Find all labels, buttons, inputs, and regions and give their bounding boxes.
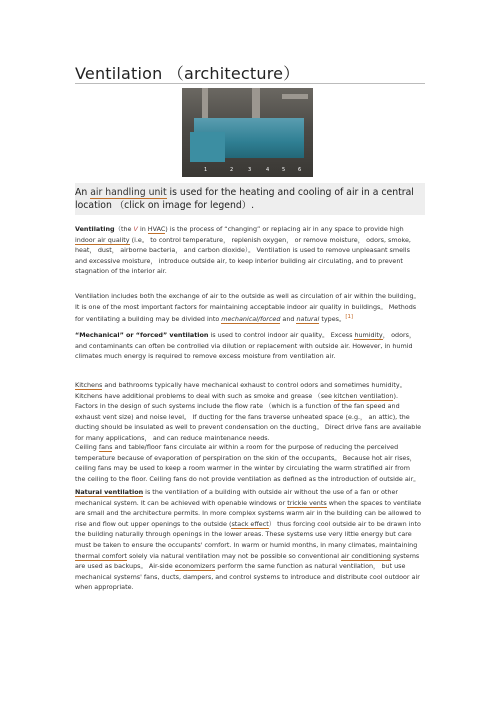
page-title: Ventilation （architecture） [75, 64, 300, 83]
text: when the spaces to ventilate are small and the architecture permits. In more complex systems warm air in the building can be allowed to rise and flow out upper openings to the outside ( [75, 498, 422, 528]
bold-term: “Mechanical” or “forced” ventilation [75, 331, 209, 339]
text: in [137, 225, 148, 233]
paragraph-ventilating [75, 224, 422, 277]
text: and table/floor fans circulate air within a room for the purpose of reducing the perceived temperature because of evaporation of perspiration on the skin of the occupants。 Because hot air rises， ceiling fans may be used to keep a room warmer in the winter by circulating the warm stratified air from the ceiling to the floor. Ceiling fans do not provide ventilation as defined as the introduction of outside air。 [75, 443, 420, 483]
text: ). Factors in the design of such systems include the flow rate （which is a function of the fan speed and exhaust vent size) and noise level。 If ducting for the fans traverse unheated space (e.g.， an attic), the ducting should be insulated as well to prevent condensation on the ducting。 Direct drive fans are available for many applications， and can reduce maintenance needs. [75, 391, 422, 442]
title-divider [75, 83, 425, 84]
text: Ventilation includes both the exchange of air to the outside as well as circulation of air within the building。 It is one of the most important factors for maintaining acceptable indoor air quality in buildings。 Methods for ventilating a building may be divided into [75, 292, 420, 324]
link-kitchens[interactable]: Kitchens [75, 381, 103, 389]
duct-pipe [252, 88, 260, 120]
image-caption [75, 183, 425, 215]
link-indoor-air-quality[interactable]: indoor air quality [75, 235, 130, 244]
text: perform the same function as natural ventilation， but use mechanical systems' fans, ducts, dampers, and control systems to introduce and distribute cool outdoor air when appropriate. [75, 562, 420, 592]
duct-pipe [282, 94, 308, 99]
text: ) is the process of “changing” or replacing air in any space to provide high [165, 225, 404, 233]
text: and [280, 315, 297, 324]
text: types。 [319, 315, 346, 324]
legend-number: 5 [282, 167, 286, 173]
legend-number: 3 [248, 167, 252, 173]
text: is used to control indoor air quality。 Excess [208, 331, 355, 339]
air-handling-unit-image[interactable] [182, 88, 313, 177]
text: and bathrooms typically have mechanical exhaust to control odors and sometimes humidity。 Kitchens have additional problems to deal with such as smoke and grease （see [75, 381, 407, 400]
reference-link[interactable]: [1] [345, 314, 353, 321]
duct-pipe [202, 88, 208, 120]
paragraph-kitchens [75, 380, 422, 444]
italic-term: natural [296, 315, 320, 324]
text: （the [114, 225, 134, 233]
link-hvac[interactable]: HVAC [147, 225, 166, 233]
text: solely via natural ventilation may not be possible so conventional [126, 551, 342, 560]
text: (i.e。 to control temperature， replenish oxygen， or remove moisture， odors, smoke, heat， dust， airborne bacteria， and carbon dioxide）。 Ventilation is used to remove unpleasant smells and excessive moisture， introduce outside air, to keep interior building air circulating, and to prevent stagnation of the interior air. [75, 235, 411, 276]
air-handler-front [190, 132, 225, 162]
link-air-conditioning[interactable]: air conditioning [341, 551, 391, 560]
legend-number: 2 [230, 167, 234, 173]
link-air-handling-unit[interactable]: air handling unit [90, 187, 167, 198]
caption-text: An [75, 187, 91, 198]
link-kitchen-ventilation[interactable]: kitchen ventilation [333, 391, 394, 400]
text: ， odors， and contaminants can often be controlled via dilution or replacement with outside air. However, in humid climates much energy is required to remove excess moisture from ventilation air. [75, 331, 416, 361]
paragraph-natural-ventilation [75, 487, 422, 593]
paragraph-mechanical [75, 330, 422, 362]
legend-number: 4 [266, 167, 270, 173]
text: is the ventilation of a building with outside air without the use of a fan or other mechanical system. It can be achieved with openable windows or [75, 488, 399, 507]
link-fans[interactable]: fans [98, 443, 113, 451]
caption-text: is used for the heating and cooling of air in a central location （click on image for legend）. [75, 187, 414, 211]
text: systems are used as backups。 Air-side [75, 551, 420, 571]
paragraph-ceiling-fans [75, 442, 422, 484]
legend-number: 6 [298, 167, 302, 173]
italic-term: V [133, 225, 138, 233]
text: Ceiling [75, 443, 99, 451]
bold-term: Ventilating [75, 225, 115, 233]
italic-term: mechanical/forced [221, 315, 281, 324]
text: ） thus forcing cool outside air to be drawn into the building naturally through openings in the lower areas. These systems use very little energy but care must be taken to ensure the occupants' comfort. In warm or humid months, in many climates, maintaining [75, 519, 421, 549]
link-thermal-comfort[interactable]: thermal comfort [75, 551, 127, 560]
link-humidity[interactable]: humidity [354, 331, 383, 339]
legend-number: 1 [204, 167, 208, 173]
link-natural-ventilation[interactable]: Natural ventilation [75, 488, 144, 496]
link-economizers[interactable]: economizers [174, 562, 216, 571]
paragraph-exchange [75, 291, 422, 325]
link-stack-effect[interactable]: stack effect [231, 519, 269, 528]
link-trickle-vents[interactable]: trickle vents [287, 498, 327, 507]
